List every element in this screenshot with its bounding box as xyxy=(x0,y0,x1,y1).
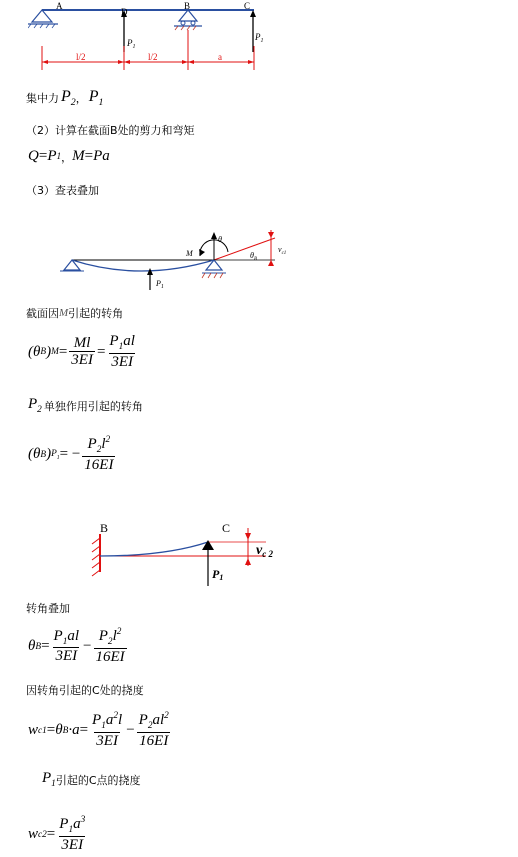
load-P1-C: $P_1$ xyxy=(255,32,264,44)
label-B: B xyxy=(184,1,191,11)
fig2-v-label: $v_{c1}$ xyxy=(278,245,287,256)
fig2-thetaB-label: $\theta_B$ xyxy=(250,251,257,262)
fig3-v-label: $v_{c 2}$ xyxy=(256,543,273,559)
dim-l2-1: l/2 xyxy=(76,52,86,62)
fig2-load-label: $P_1$ xyxy=(156,279,164,290)
fig3-load-label: P1 xyxy=(212,567,224,582)
equation-Q-M: Q = P 1 ， M = Pa xyxy=(28,148,110,164)
text-wc1: 因转角引起的C处的挠度 xyxy=(26,684,144,697)
label-C: C xyxy=(244,1,251,11)
load-P1-D: $P_1$ xyxy=(127,38,136,50)
equation-theta-B: θ B = $\frac{P_1al}{3EI}$ − $\frac{P_2l^2}{16EI}$ xyxy=(28,627,125,665)
text-M-rotation: 截面因 M 引起的转角 xyxy=(26,307,124,320)
label-A: A xyxy=(56,1,63,11)
equation-wc2: w c2 = $\frac{P_1a^3}{3EI}$ xyxy=(28,815,86,853)
dim-l2-2: l/2 xyxy=(148,52,158,62)
step-3-heading: （3）查表叠加 xyxy=(26,184,99,197)
text-P2-rotation: $P_2$ 单独作用引起的转角 xyxy=(28,396,143,415)
equation-wc1: w c1 = θ B ·a = $\frac{P_1a^2l}{3EI}$ − $\frac{P_2al^2}{16EI}$ xyxy=(28,711,169,749)
equation-theta-P: (θ B ) $P_1$ = − $\frac{P_2l^2}{16EI}$ xyxy=(28,435,114,473)
fig3-label-C: C xyxy=(222,521,231,535)
fig3-label-B: B xyxy=(100,521,109,535)
deflection-figure-2 xyxy=(76,520,301,588)
text-superposition: 转角叠加 xyxy=(26,602,70,615)
fig2-theta-label: θ xyxy=(218,235,222,244)
equation-theta-M: (θ B ) M = $\frac{Ml}{3EI}$ = $\frac{P_1al}{3EI}$ xyxy=(28,333,135,370)
dim-a: a xyxy=(218,52,222,62)
step-2-heading: （2）计算在截面B处的剪力和弯矩 xyxy=(26,124,195,137)
line-concentrated-forces: 集中力 $P_2$ ， $P_1$ xyxy=(26,88,104,109)
text-P1-deflection: $P_1$ 引起的C点的挠度 xyxy=(42,770,141,789)
beam-figure xyxy=(28,0,268,72)
deflection-figure-1 xyxy=(60,222,300,292)
label-D: D xyxy=(121,7,128,17)
fig2-moment-label: M xyxy=(186,249,193,258)
